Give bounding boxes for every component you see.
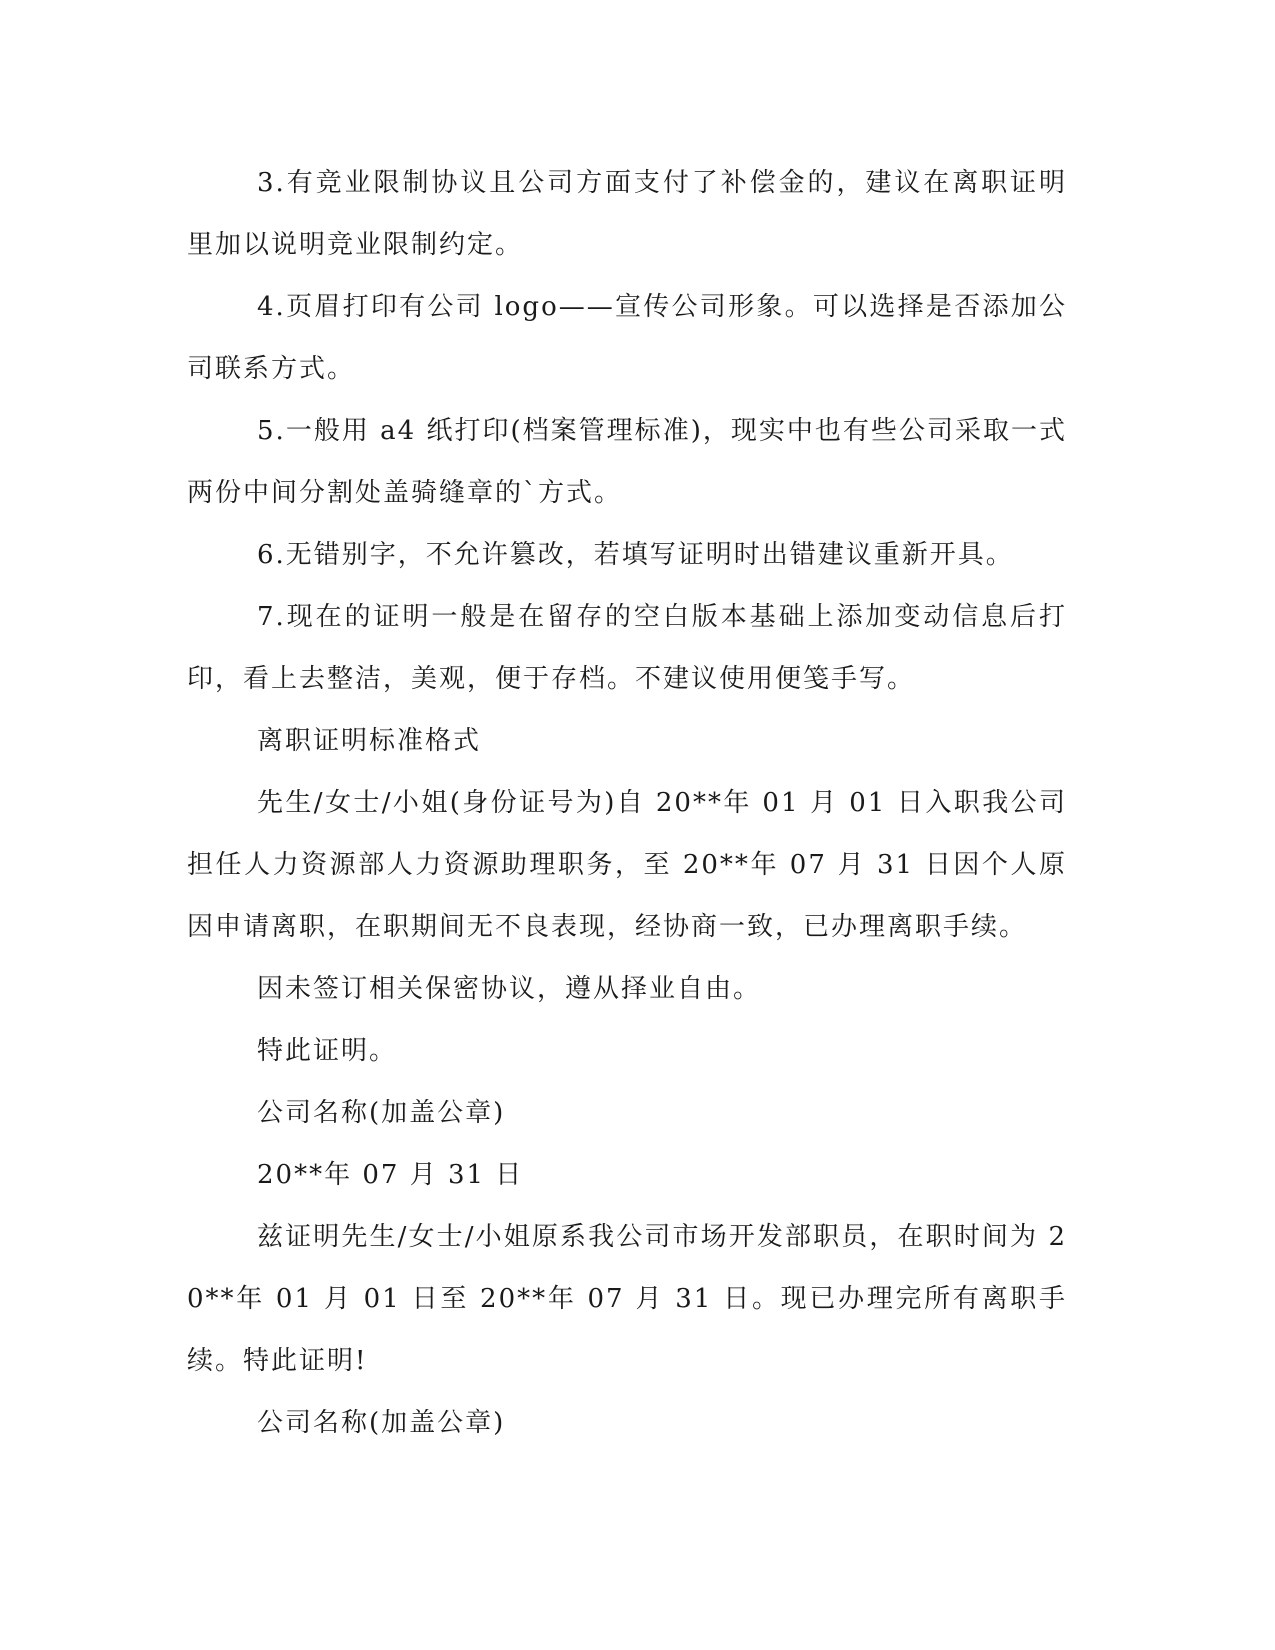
second-certificate-body: 兹证明先生/女士/小姐原系我公司市场开发部职员，在职时间为 20**年 01 月 01 日至 20**年 07 月 31 日。现已办理完所有离职手续。特此证明! xyxy=(187,1222,1067,1376)
paragraph-item-4: 4.页眉打印有公司 logo——宣传公司形象。可以选择是否添加公司联系方式。 xyxy=(187,292,1067,384)
paragraph-item-6: 6.无错别字，不允许篡改，若填写证明时出错建议重新开具。 xyxy=(257,540,1014,570)
confidentiality-note: 因未签订相关保密协议，遵从择业自由。 xyxy=(257,974,762,1004)
paragraph-item-3: 3.有竞业限制协议且公司方面支付了补偿金的，建议在离职证明里加以说明竞业限制约定。 xyxy=(187,168,1067,260)
paragraph-item-5: 5.一般用 a4 纸打印(档案管理标准)，现实中也有些公司采取一式两份中间分割处盖骑缝章的`方式。 xyxy=(187,416,1067,508)
document-body xyxy=(187,152,1067,1454)
certification-closing: 特此证明。 xyxy=(257,1036,398,1066)
paragraph-item-7: 7.现在的证明一般是在留存的空白版本基础上添加变动信息后打印，看上去整洁，美观，便于存档。不建议使用便笺手写。 xyxy=(187,602,1067,694)
certificate-date: 20**年 07 月 31 日 xyxy=(257,1160,524,1190)
second-company-signature: 公司名称(加盖公章) xyxy=(257,1408,506,1438)
company-signature: 公司名称(加盖公章) xyxy=(257,1098,506,1128)
certificate-body: 先生/女士/小姐(身份证号为)自 20**年 01 月 01 日入职我公司担任人力资源部人力资源助理职务，至 20**年 07 月 31 日因个人原因申请离职，在职期间无不良表现，经协商一致，已办理离职手续。 xyxy=(187,788,1067,942)
section-heading: 离职证明标准格式 xyxy=(257,726,482,756)
